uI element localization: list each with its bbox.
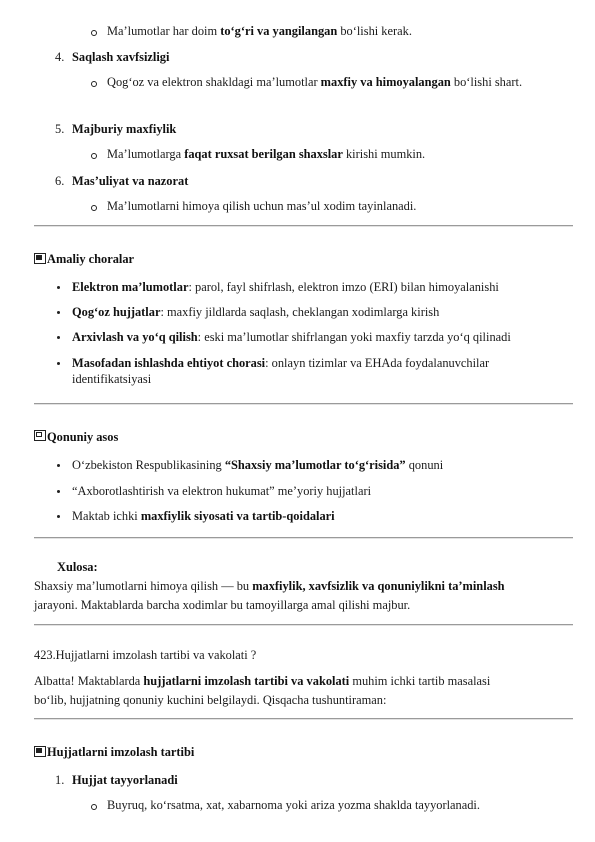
bold-text: Masofadan ishlashda ehtiyot chorasi <box>72 356 266 370</box>
practical-item <box>72 329 511 345</box>
bold-text: Mas’uliyat va nazorat <box>72 174 189 188</box>
list-bullet <box>57 362 60 365</box>
rule-5-title <box>72 121 176 137</box>
text: O‘zbekiston Respublikasining <box>72 458 225 472</box>
section-number-icon <box>34 746 46 757</box>
divider <box>34 225 573 227</box>
divider <box>34 718 573 720</box>
divider <box>34 403 573 405</box>
rule-6-title <box>72 173 188 189</box>
rule-5-sub <box>107 146 425 162</box>
bold-text: maxfiylik siyosati va tartib-qoidalari <box>140 509 335 523</box>
list-bullet <box>91 81 97 87</box>
bold-text: hujjatlarni imzolash tartibi va vakolati <box>143 674 350 688</box>
divider <box>34 624 573 626</box>
legal-item <box>72 483 371 499</box>
question-intro-line1 <box>34 673 490 689</box>
rule-4-title <box>72 49 169 65</box>
section-heading-legal <box>47 429 118 445</box>
rule-6-sub <box>107 198 416 214</box>
section-heading-signing <box>47 744 194 760</box>
list-bullet <box>57 490 60 493</box>
section-number-icon <box>34 253 46 264</box>
divider <box>34 537 573 539</box>
practical-item <box>72 355 552 387</box>
text: “Axborotlashtirish va elektron hukumat” me’yoriy hujjatlari <box>72 484 372 498</box>
text: Ma’lumotlarga <box>107 147 185 161</box>
bold-text: Qonuniy asos <box>47 430 119 444</box>
text: Qog‘oz va elektron shakldagi ma’lumotlar <box>107 75 321 89</box>
list-number: 5. <box>55 122 65 136</box>
list-number: 4. <box>55 50 65 64</box>
bold-text: “Shaxsiy ma’lumotlar to‘g‘risida” <box>224 458 406 472</box>
text: Maktab ichki <box>72 509 141 523</box>
practical-item <box>72 279 499 295</box>
section-number-icon <box>34 430 46 441</box>
text: Shaxsiy ma’lumotlarni himoya qilish — bu <box>34 579 253 593</box>
text: : maxfiy jildlarda saqlash, cheklangan xodimlarga kirish <box>160 305 440 319</box>
text: bo‘lishi shart. <box>450 75 523 89</box>
text: kirishi mumkin. <box>342 147 426 161</box>
list-bullet <box>91 205 97 211</box>
rule-3-sub <box>107 23 412 39</box>
conclusion-line2: jarayoni. Maktablarda barcha xodimlar bu tamoyillarga amal qilishi majbur. <box>34 598 411 612</box>
bold-text: Majburiy maxfiylik <box>72 122 177 136</box>
list-bullet <box>91 804 97 810</box>
bold-text: Elektron ma’lumotlar <box>72 280 189 294</box>
bold-text: Qog‘oz hujjatlar <box>72 305 161 319</box>
practical-item <box>72 304 439 320</box>
conclusion-label <box>57 559 98 575</box>
bold-text: Hujjatlarni imzolash tartibi <box>47 745 195 759</box>
bold-text: Xulosa: <box>57 560 98 574</box>
legal-item <box>72 508 335 524</box>
list-bullet <box>57 515 60 518</box>
list-number: 1. <box>55 773 65 787</box>
bold-text: faqat ruxsat berilgan shaxslar <box>184 147 343 161</box>
list-bullet <box>57 464 60 467</box>
bold-text: Amaliy choralar <box>47 252 135 266</box>
bold-text: Arxivlash va yo‘q qilish <box>72 330 198 344</box>
text: : parol, fayl shifrlash, elektron imzo (ERI) bilan himoyalanishi <box>188 280 499 294</box>
legal-item <box>72 457 443 473</box>
list-bullet <box>91 153 97 159</box>
list-number: 6. <box>55 174 65 188</box>
text: Ma’lumotlar har doim <box>107 24 221 38</box>
conclusion-line1 <box>34 578 505 594</box>
question-intro-line2: bo‘lib, hujjatning qonuniy kuchini belgilaydi. Qisqacha tushuntiraman: <box>34 693 387 707</box>
list-bullet <box>91 30 97 36</box>
question-title: 423.Hujjatlarni imzolash tartibi va vakolati ? <box>34 648 257 662</box>
bold-text: Saqlash xavfsizligi <box>72 50 170 64</box>
bold-text: Hujjat tayyorlanadi <box>72 773 178 787</box>
text: bo‘lishi kerak. <box>337 24 412 38</box>
list-bullet <box>57 336 60 339</box>
text: : eski ma’lumotlar shifrlangan yoki maxfiy tarzda yo‘q qilinadi <box>197 330 511 344</box>
bold-text: to‘g‘ri va yangilangan <box>220 24 338 38</box>
bold-text: maxfiylik, xavfsizlik va qonuniylikni ta’minlash <box>252 579 505 593</box>
text: : onlayn tizimlar va EHAda foydalanuvchilar identifikatsiyasi <box>72 356 490 386</box>
signing-item-1-sub <box>107 797 480 813</box>
list-bullet <box>57 286 60 289</box>
list-bullet <box>57 311 60 314</box>
bold-text: maxfiy va himoyalangan <box>320 75 451 89</box>
text: muhim ichki tartib masalasi <box>349 674 491 688</box>
text: Buyruq, ko‘rsatma, xat, xabarnoma yoki ariza yozma shaklda tayyorlanadi. <box>107 798 480 812</box>
text: qonuni <box>405 458 444 472</box>
section-heading-practical <box>47 251 134 267</box>
signing-item-1-title <box>72 772 178 788</box>
text: Albatta! Maktablarda <box>34 674 144 688</box>
rule-4-sub <box>107 74 567 90</box>
text: Ma’lumotlarni himoya qilish uchun mas’ul xodim tayinlanadi. <box>107 199 417 213</box>
